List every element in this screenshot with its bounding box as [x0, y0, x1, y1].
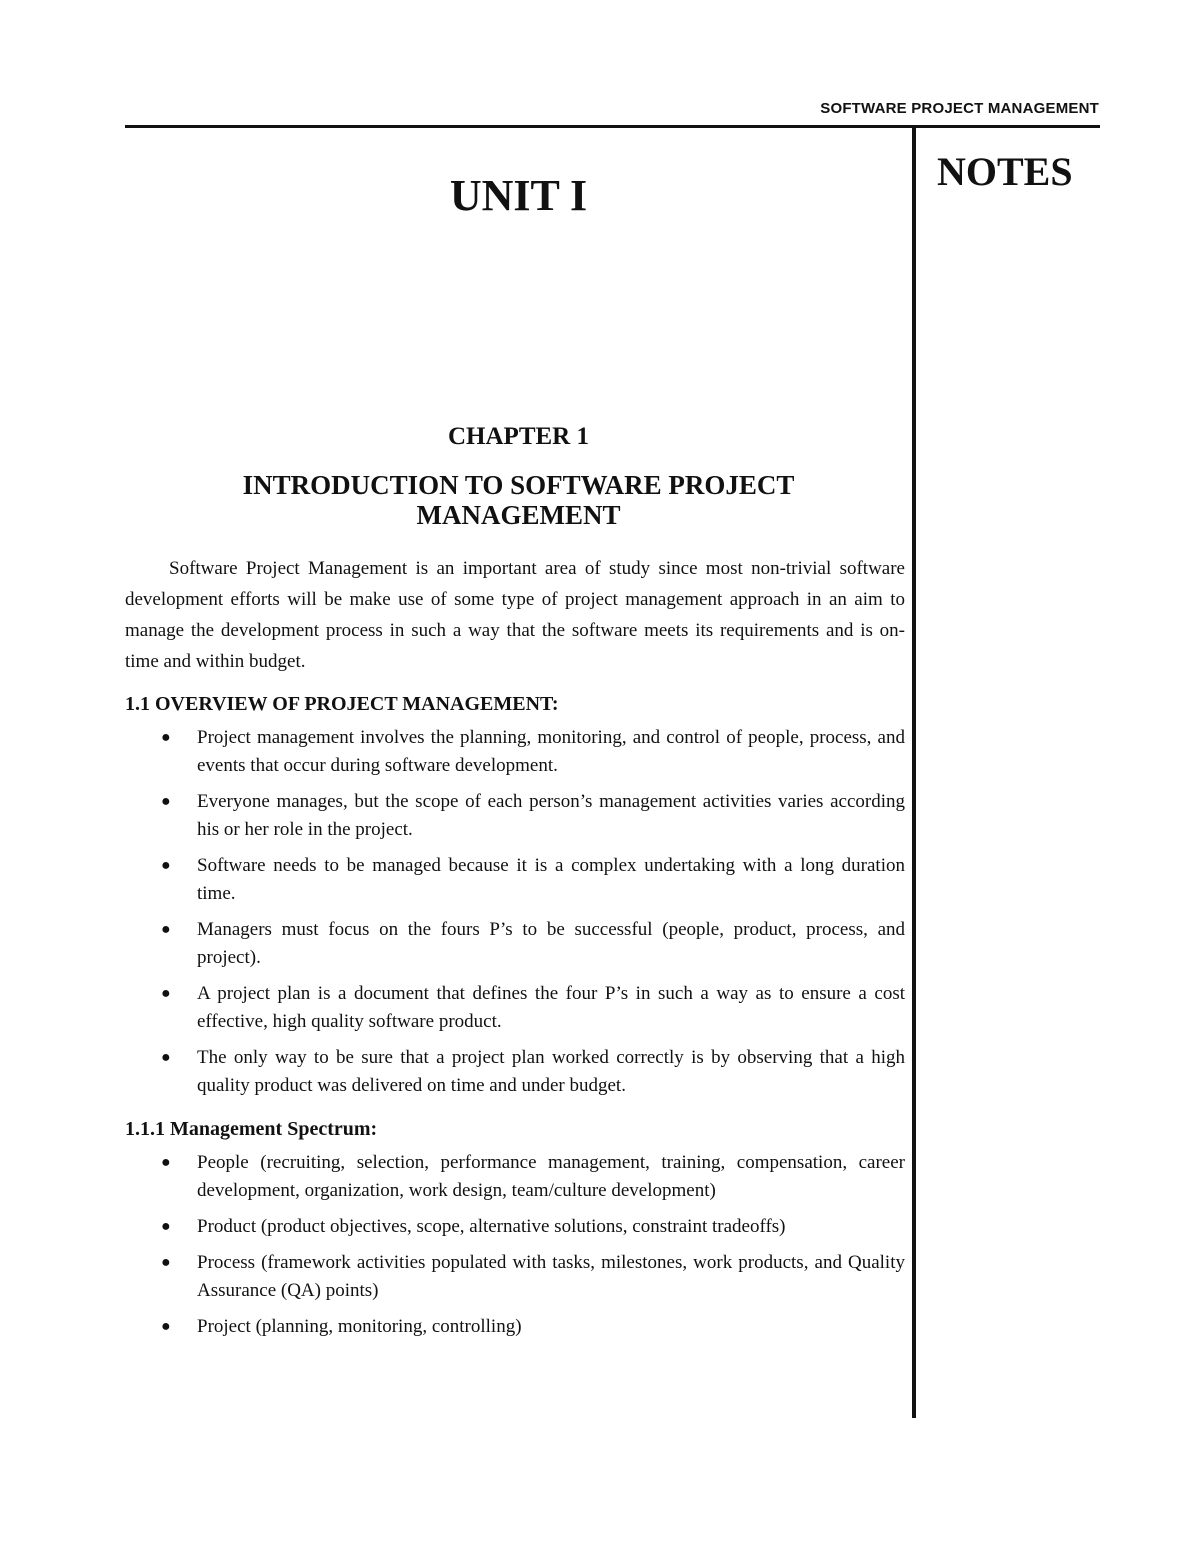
list-item-text: Process (framework activities populated with tasks, milestones, work products, and Quality Assurance (QA) points)	[197, 1252, 905, 1301]
header-rule	[125, 125, 1100, 128]
list-item	[125, 1313, 905, 1341]
chapter-title-line-1: INTRODUCTION TO SOFTWARE PROJECT	[242, 470, 795, 500]
bullet-icon: ●	[161, 793, 171, 810]
list-item	[125, 724, 905, 780]
list-item	[125, 1213, 905, 1241]
bullet-icon: ●	[161, 857, 171, 874]
list-item-text: Software needs to be managed because it is a complex undertaking with a long duration time.	[197, 855, 905, 904]
list-item	[125, 916, 905, 972]
list-item-text: People (recruiting, selection, performance management, training, compensation, career development, organization, work design, team/culture development)	[197, 1152, 905, 1201]
list-item	[125, 852, 905, 908]
bullet-icon: ●	[161, 1049, 171, 1066]
list-item-text: The only way to be sure that a project plan worked correctly is by observing that a high quality product was delivered on time and under budget.	[197, 1047, 905, 1096]
notes-label: NOTES	[937, 149, 1073, 194]
running-header: SOFTWARE PROJECT MANAGEMENT	[820, 100, 1099, 117]
list-item-text: Project (planning, monitoring, controlling)	[197, 1316, 522, 1337]
bullet-icon: ●	[161, 985, 171, 1002]
bullet-icon: ●	[161, 1318, 171, 1335]
bullet-icon: ●	[161, 729, 171, 746]
list-item	[125, 1249, 905, 1305]
list-item-text: Project management involves the planning, monitoring, and control of people, process, and events that occur during software development.	[197, 727, 905, 776]
bullet-icon: ●	[161, 1254, 171, 1271]
section-heading-management-spectrum: 1.1.1 Management Spectrum:	[125, 1118, 378, 1140]
chapter-label: CHAPTER 1	[448, 423, 589, 450]
list-item-text: A project plan is a document that defines the four P’s in such a way as to ensure a cost effective, high quality software product.	[197, 983, 905, 1032]
intro-paragraph: Software Project Management is an important area of study since most non-trivial software development efforts will be make use of some type of project management approach in an aim to manage the development process in such a way that the software meets its requirements and is on-time and within budget.	[125, 558, 905, 672]
list-item-text: Managers must focus on the fours P’s to be successful (people, product, process, and project).	[197, 919, 905, 968]
body-content	[125, 553, 905, 1349]
bullet-icon: ●	[161, 1218, 171, 1235]
bullet-icon: ●	[161, 1154, 171, 1171]
list-item	[125, 788, 905, 844]
unit-title: UNIT I	[449, 171, 588, 220]
bullet-icon: ●	[161, 921, 171, 938]
chapter-title-line-2: MANAGEMENT	[416, 500, 621, 530]
overview-bullet-list	[125, 724, 905, 1100]
list-item	[125, 1044, 905, 1100]
list-item	[125, 980, 905, 1036]
list-item	[125, 1149, 905, 1205]
chapter-title	[125, 470, 912, 530]
section-heading-overview: 1.1 OVERVIEW OF PROJECT MANAGEMENT:	[125, 693, 559, 715]
list-item-text: Product (product objectives, scope, alternative solutions, constraint tradeoffs)	[197, 1216, 786, 1237]
notes-margin-rule	[912, 128, 916, 1418]
spectrum-bullet-list	[125, 1149, 905, 1341]
list-item-text: Everyone manages, but the scope of each person’s management activities varies according his or her role in the project.	[197, 791, 905, 840]
